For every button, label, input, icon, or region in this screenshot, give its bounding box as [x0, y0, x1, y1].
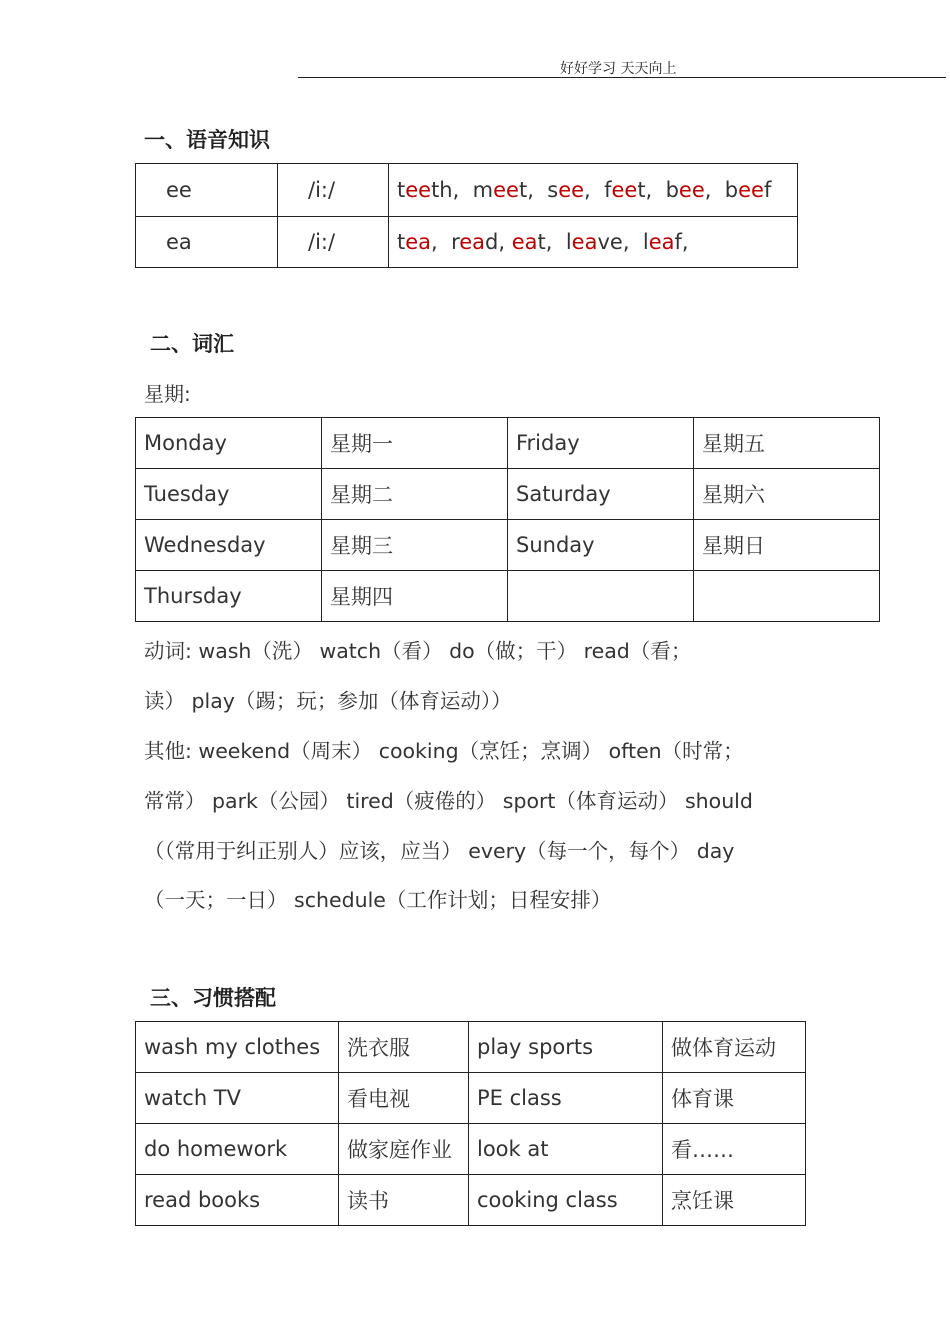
highlighted-letters: ee	[678, 178, 705, 202]
day-english: Tuesday	[136, 469, 322, 520]
example-word	[473, 178, 528, 202]
example-word	[725, 178, 772, 202]
table-row	[136, 1124, 806, 1175]
day-english: Sunday	[508, 520, 694, 571]
day-chinese: 星期四	[322, 571, 508, 622]
word-letters: t	[397, 178, 406, 202]
day-english: Friday	[508, 418, 694, 469]
day-chinese: 星期日	[694, 520, 880, 571]
word-letters: t	[397, 230, 406, 254]
example-word	[451, 230, 498, 254]
word-separator: ,	[681, 230, 689, 254]
others-line: 其他: weekend（周末） cooking（烹饪；烹调） often（时常；	[144, 739, 744, 763]
example-word	[643, 230, 682, 254]
day-chinese: 星期一	[322, 418, 508, 469]
day-english: Monday	[136, 418, 322, 469]
example-word	[666, 178, 705, 202]
highlighted-letters: ea	[648, 230, 675, 254]
example-word	[397, 178, 453, 202]
phrase-chinese: 看电视	[339, 1073, 469, 1124]
day-english: Thursday	[136, 571, 322, 622]
section-1-title: 一、语音知识	[144, 128, 270, 152]
phrase-chinese: 读书	[339, 1175, 469, 1226]
phrase-chinese: 体育课	[663, 1073, 806, 1124]
highlighted-letters: ea	[571, 230, 598, 254]
page-header-text: 好好学习 天天向上	[560, 61, 677, 77]
word-letters: s	[547, 178, 559, 202]
table-row	[136, 1073, 806, 1124]
table-row	[136, 1175, 806, 1226]
word-letters: b	[724, 178, 739, 202]
word-separator: ,	[704, 178, 725, 202]
others-line: （一天；一日） schedule（工作计划；日程安排）	[144, 888, 612, 912]
table-row	[136, 520, 880, 571]
word-letters: r	[451, 230, 460, 254]
phrase-chinese: 做体育运动	[663, 1022, 806, 1073]
word-letters: l	[642, 230, 649, 254]
highlighted-letters: ee	[493, 178, 519, 202]
others-line: （（常用于纠正别人）应该，应当） every（每一个，每个） day	[144, 839, 735, 863]
word-separator: ,	[622, 230, 643, 254]
word-separator: ,	[431, 230, 452, 254]
others-line: 常常） park（公园） tired（疲倦的） sport（体育运动） should	[144, 789, 753, 813]
phrase-english: play sports	[469, 1022, 663, 1073]
phonics-letters: ee	[136, 164, 278, 217]
section-3-title: 三、习惯搭配	[150, 986, 276, 1010]
phonics-sound: /i:/	[278, 217, 389, 268]
phrase-english: do homework	[136, 1124, 339, 1175]
phrase-english: PE class	[469, 1073, 663, 1124]
word-separator: ,	[498, 230, 512, 254]
table-row	[136, 418, 880, 469]
day-english	[508, 571, 694, 622]
phrase-english: read books	[136, 1175, 339, 1226]
word-separator: ,	[452, 178, 473, 202]
section-2-title: 二、词汇	[150, 332, 234, 356]
header-rule	[298, 77, 946, 78]
phonics-sound: /i:/	[278, 164, 389, 217]
phrase-chinese: 洗衣服	[339, 1022, 469, 1073]
word-letters: b	[665, 178, 679, 202]
word-letters: f	[604, 178, 612, 202]
word-letters: t	[518, 178, 528, 202]
days-label: 星期:	[144, 382, 191, 406]
table-row	[136, 469, 880, 520]
example-word	[547, 178, 584, 202]
phrase-english: watch TV	[136, 1073, 339, 1124]
day-chinese	[694, 571, 880, 622]
highlighted-letters: ee	[611, 178, 638, 202]
phonics-row	[136, 217, 798, 268]
example-word	[604, 178, 645, 202]
word-letters: t	[537, 230, 546, 254]
day-english: Saturday	[508, 469, 694, 520]
highlighted-letters: ea	[405, 230, 432, 254]
days-table	[135, 417, 880, 622]
word-letters: f	[763, 178, 772, 202]
phonics-row	[136, 164, 798, 217]
phonics-words	[389, 217, 798, 268]
phonics-words	[389, 164, 798, 217]
phrase-english: look at	[469, 1124, 663, 1175]
phonics-letters: ea	[136, 217, 278, 268]
highlighted-letters: ee	[558, 178, 585, 202]
word-letters: m	[472, 178, 494, 202]
phrase-chinese: 做家庭作业	[339, 1124, 469, 1175]
word-letters: th	[431, 178, 453, 202]
highlighted-letters: ee	[738, 178, 764, 202]
verbs-line: 动词: wash（洗） watch（看） do（做；干） read（看；	[144, 639, 692, 663]
highlighted-letters: ee	[405, 178, 432, 202]
word-separator: ,	[527, 178, 548, 202]
word-separator: ,	[545, 230, 566, 254]
word-separator: ,	[645, 178, 666, 202]
day-chinese: 星期三	[322, 520, 508, 571]
day-chinese: 星期五	[694, 418, 880, 469]
phrase-chinese: 烹饪课	[663, 1175, 806, 1226]
word-separator: ,	[584, 178, 605, 202]
example-word	[397, 230, 431, 254]
verbs-line: 读） play（踢；玩；参加（体育运动））	[144, 689, 512, 713]
word-letters: t	[637, 178, 646, 202]
collocations-table	[135, 1021, 806, 1226]
table-row	[136, 1022, 806, 1073]
table-row	[136, 571, 880, 622]
highlighted-letters: ea	[511, 230, 538, 254]
phrase-english: cooking class	[469, 1175, 663, 1226]
example-word	[566, 230, 623, 254]
phonics-table	[135, 163, 798, 268]
word-letters: f	[674, 230, 682, 254]
highlighted-letters: ea	[459, 230, 486, 254]
word-letters: d	[485, 230, 499, 254]
day-chinese: 星期二	[322, 469, 508, 520]
phrase-english: wash my clothes	[136, 1022, 339, 1073]
example-word	[512, 230, 546, 254]
day-english: Wednesday	[136, 520, 322, 571]
word-letters: l	[565, 230, 572, 254]
word-letters: ve	[597, 230, 623, 254]
phrase-chinese: 看……	[663, 1124, 806, 1175]
day-chinese: 星期六	[694, 469, 880, 520]
